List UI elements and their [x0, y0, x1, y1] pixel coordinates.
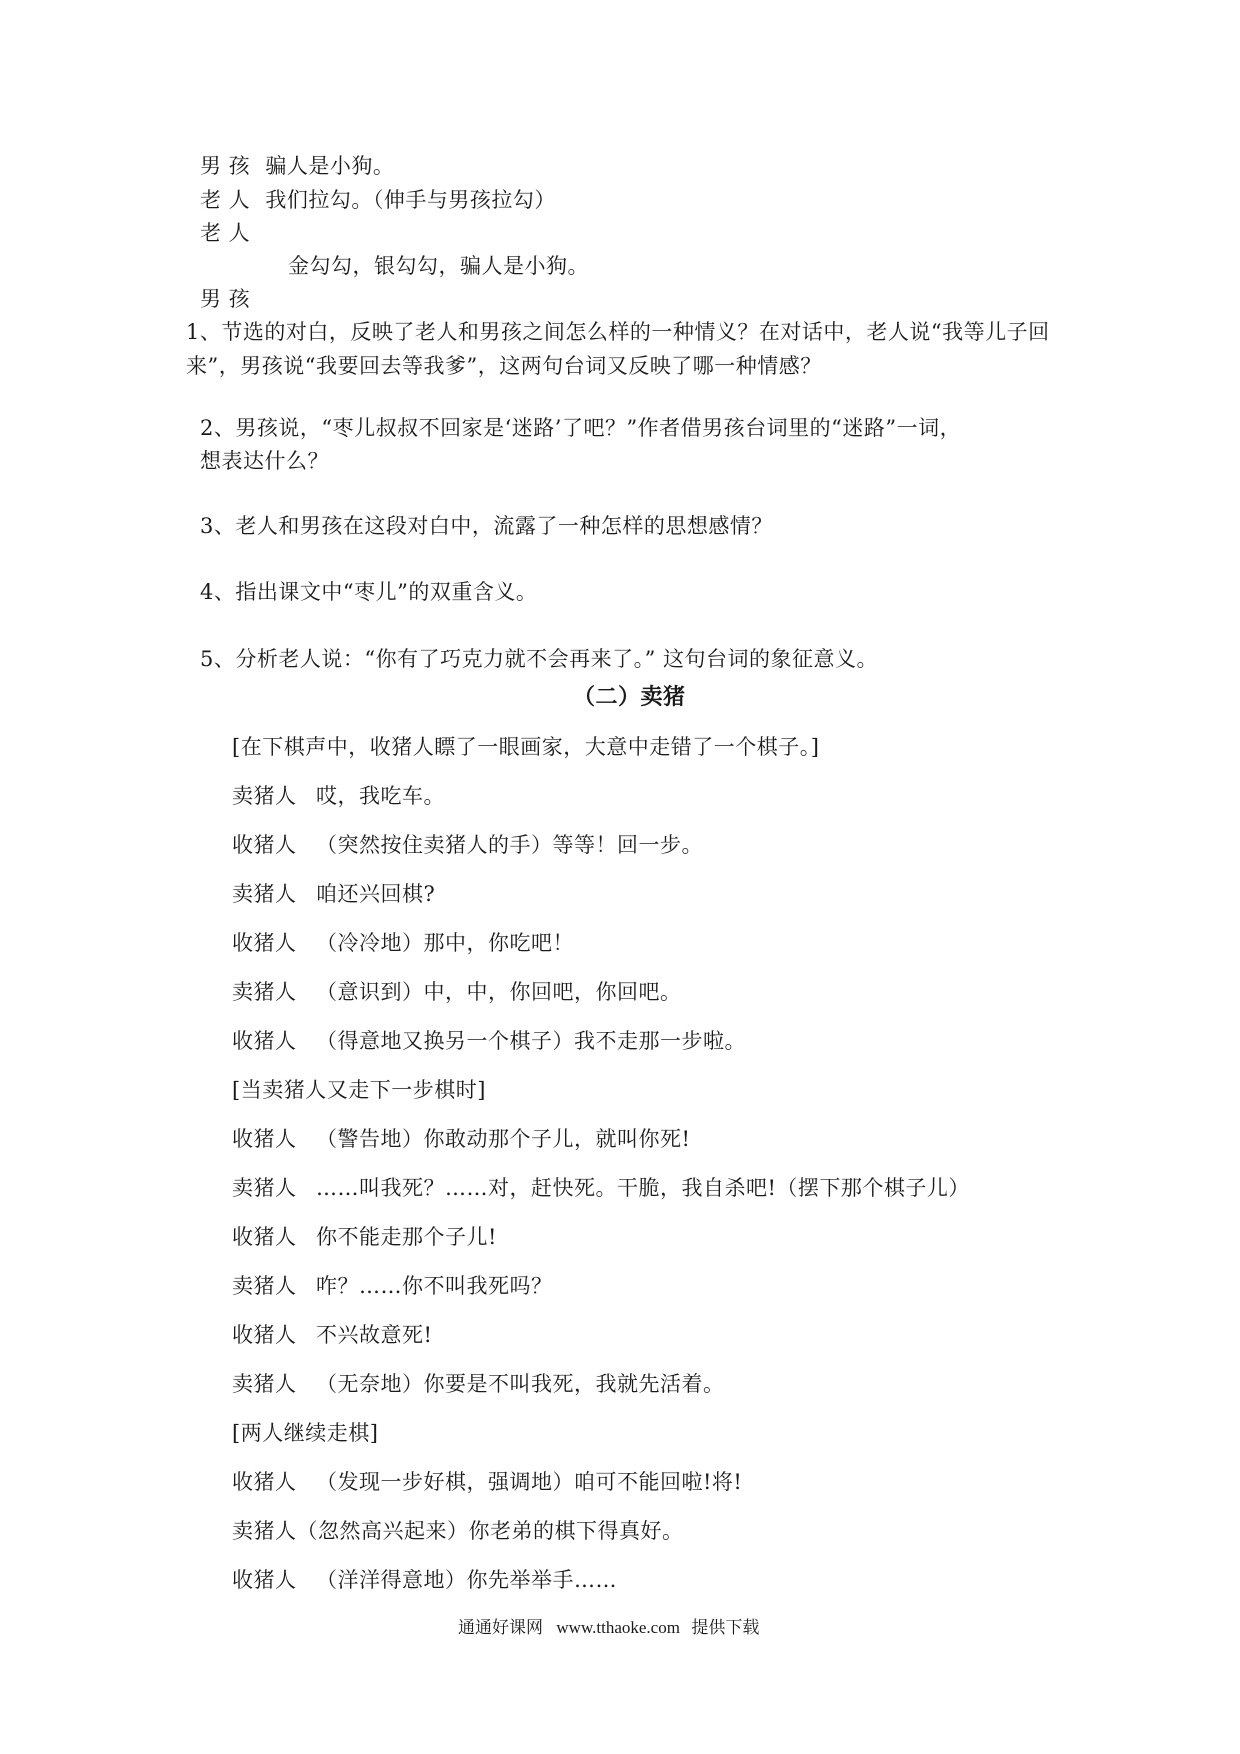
dialogue-line — [232, 1517, 684, 1545]
question-2-line-1: 2、男孩说，“枣儿叔叔不回家是‘迷路’了吧？”作者借男孩台词里的“迷路”一词， — [200, 416, 962, 440]
dialogue-line-1 — [200, 152, 394, 180]
footer-url[interactable]: www.tthaoke.com — [556, 1618, 680, 1637]
dialogue-line — [232, 1174, 970, 1202]
speaker: 收猪人 — [232, 833, 297, 857]
dialogue-line — [232, 1468, 742, 1496]
question-1-line-2: 来”，男孩说“我要回去等我爹”，这两句台词又反映了哪一种情感？ — [186, 354, 822, 378]
speaker: 收猪人 — [232, 1470, 297, 1494]
dialogue-line — [232, 1321, 432, 1349]
dialogue-text: 哎，我吃车。 — [316, 784, 445, 808]
dialogue-text: 不兴故意死! — [316, 1323, 433, 1347]
footer-suffix: 提供下载 — [691, 1618, 760, 1638]
dialogue-text: （意识到）中，中，你回吧，你回吧。 — [316, 980, 682, 1004]
dialogue-text: （洋洋得意地）你先举举手…… — [316, 1568, 617, 1592]
dialogue-text: （突然按住卖猪人的手）等等！回一步。 — [316, 833, 703, 857]
dialogue-text: 我们拉勾。（伸手与男孩拉勾） — [265, 188, 556, 212]
dialogue-line — [232, 1272, 553, 1300]
question-3: 3、老人和男孩在这段对白中，流露了一种怎样的思想感情？ — [200, 514, 773, 538]
speaker: 卖猪人 — [232, 882, 297, 906]
dialogue-line — [232, 880, 435, 908]
dialogue-speaker-3: 老 人 — [200, 221, 251, 245]
question-5: 5、分析老人说：“你有了巧克力就不会再来了。” 这句台词的象征意义。 — [200, 647, 879, 671]
footer-site: 通通好课网 — [458, 1618, 543, 1638]
dialogue-text: ……叫我死？……对，赶快死。干脆，我自杀吧!（摆下那个棋子儿） — [316, 1176, 970, 1200]
stage-direction: [两人继续走棋] — [232, 1421, 379, 1445]
speaker: 收猪人 — [232, 1127, 297, 1151]
dialogue-line — [232, 1125, 690, 1153]
dialogue-text: （冷冷地）那中，你吃吧！ — [316, 931, 574, 955]
speaker: 收猪人 — [232, 931, 297, 955]
dialogue-text: 咋？……你不叫我死吗？ — [316, 1274, 553, 1298]
dialogue-text: （得意地又换另一个棋子）我不走那一步啦。 — [316, 1029, 746, 1053]
dialogue-chorus: 金勾勾，银勾勾，骗人是小狗。 — [288, 254, 589, 278]
dialogue-line — [232, 782, 445, 810]
dialogue-line-2 — [200, 186, 556, 214]
speaker: 收猪人 — [232, 1323, 297, 1347]
dialogue-line — [232, 1027, 746, 1055]
dialogue-line — [232, 929, 574, 957]
dialogue-text: （忽然高兴起来）你老弟的棋下得真好。 — [296, 1519, 684, 1543]
speaker: 收猪人 — [232, 1029, 297, 1053]
dialogue-text: 你不能走那个子儿! — [316, 1225, 497, 1249]
question-1-line-1: 1、节选的对白，反映了老人和男孩之间怎么样的一种情义？在对话中，老人说“我等儿子回 — [186, 320, 1050, 344]
dialogue-line — [232, 1566, 617, 1594]
speaker: 收猪人 — [232, 1225, 297, 1249]
dialogue-line — [232, 978, 682, 1006]
speaker: 卖猪人 — [232, 980, 297, 1004]
question-4: 4、指出课文中“枣儿”的双重含义。 — [200, 580, 538, 604]
page-footer — [458, 1616, 759, 1640]
dialogue-text: 咱还兴回棋? — [316, 882, 436, 906]
dialogue-text: 骗人是小狗。 — [265, 154, 395, 178]
speaker: 收猪人 — [232, 1568, 297, 1592]
stage-direction: [在下棋声中，收猪人瞟了一眼画家，大意中走错了一个棋子。] — [232, 735, 820, 759]
speaker: 卖猪人 — [232, 1519, 297, 1543]
question-2-line-2: 想表达什么？ — [200, 449, 329, 473]
dialogue-line — [232, 1370, 725, 1398]
speaker: 卖猪人 — [232, 1274, 297, 1298]
speaker: 卖猪人 — [232, 784, 297, 808]
dialogue-line — [232, 1223, 497, 1251]
dialogue-text: （无奈地）你要是不叫我死，我就先活着。 — [316, 1372, 725, 1396]
speaker: 老 人 — [200, 188, 251, 212]
dialogue-text: （发现一步好棋，强调地）咱可不能回啦!将! — [316, 1470, 743, 1494]
dialogue-line — [232, 831, 703, 859]
speaker: 卖猪人 — [232, 1372, 297, 1396]
stage-direction: [当卖猪人又走下一步棋时] — [232, 1078, 486, 1102]
section-title: （二）卖猪 — [573, 685, 686, 710]
dialogue-speaker-4: 男 孩 — [200, 287, 251, 311]
speaker: 卖猪人 — [232, 1176, 297, 1200]
dialogue-text: （警告地）你敢动那个子儿，就叫你死! — [316, 1127, 691, 1151]
speaker: 男 孩 — [200, 154, 251, 178]
